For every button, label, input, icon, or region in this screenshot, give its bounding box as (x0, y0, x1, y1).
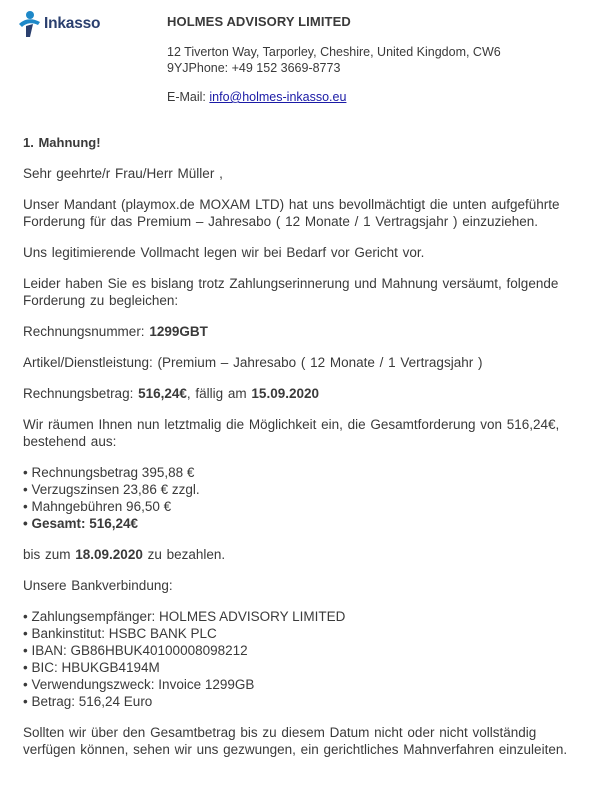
total-value: 516,24€ (89, 516, 139, 531)
company-address (167, 44, 587, 76)
bank-details-list (23, 608, 583, 710)
due-date: 15.09.2020 (251, 386, 319, 401)
list-item: • Verzugszinsen 23,86 € zzgl. (23, 481, 583, 498)
bank-iban: • IBAN: GB86HBUK40100008098212 (23, 642, 583, 659)
until-prefix: bis zum (23, 547, 76, 562)
total-item (23, 515, 583, 532)
until-date: 18.09.2020 (75, 547, 143, 562)
address-line-2: 9YJPhone: +49 152 3669-8773 (167, 61, 341, 75)
power-paragraph: Uns legitimierende Vollmacht legen wir bei Bedarf vor Gericht vor. (23, 245, 425, 260)
intro-paragraph: Unser Mandant (playmox.de MOXAM LTD) hat uns bevollmächtigt die unten aufgeführte Forderung für das Premium – Jahresabo ( 12 Monate / 1 Vertragsjahr ) einzuziehen. (23, 197, 560, 229)
bank-recipient: • Zahlungsempfänger: HOLMES ADVISORY LIMITED (23, 608, 583, 625)
bank-reference: • Verwendungszweck: Invoice 1299GB (23, 676, 583, 693)
last-chance-paragraph: Wir räumen Ihnen nun letztmalig die Möglichkeit ein, die Gesamtforderung von 516,24€, bestehend aus: (23, 417, 560, 449)
list-item: • Mahngebühren 96,50 € (23, 498, 583, 515)
list-item: • Rechnungsbetrag 395,88 € (23, 464, 583, 481)
bank-bic: • BIC: HBUKGB4194M (23, 659, 583, 676)
closing-paragraph: Sollten wir über den Gesamtbetrag bis zu diesem Datum nicht oder nicht vollständig verfügen können, sehen wir uns gezwungen, ein gerichtliches Mahnverfahren einzuleiten. (23, 725, 568, 757)
greeting: Sehr geehrte/r Frau/Herr Müller , (23, 166, 223, 181)
invoice-number-value: 1299GBT (149, 324, 208, 339)
reminder-paragraph: Leider haben Sie es bislang trotz Zahlungserinnerung und Mahnung versäumt, folgende Forderung zu begleichen: (23, 276, 559, 308)
bank-institute: • Bankinstitut: HSBC BANK PLC (23, 625, 583, 642)
due-text: , fällig am (186, 386, 252, 401)
address-line-1: 12 Tiverton Way, Tarporley, Cheshire, United Kingdom, CW6 (167, 45, 501, 59)
logo (16, 8, 126, 40)
amount-value: 516,24€ (138, 386, 187, 401)
amount-line (23, 385, 583, 402)
email-line (167, 90, 587, 104)
letterhead (167, 14, 587, 104)
email-link[interactable]: info@holmes-inkasso.eu (209, 90, 347, 104)
company-name: HOLMES ADVISORY LIMITED (167, 14, 351, 29)
invoice-number-line (23, 323, 583, 340)
email-label: E-Mail: (167, 90, 210, 104)
total-label: Gesamt: (31, 516, 90, 531)
person-logo-icon (16, 10, 42, 38)
amount-label: Rechnungsbetrag: (23, 386, 139, 401)
letter-title: 1. Mahnung! (23, 135, 101, 150)
until-suffix: zu bezahlen. (142, 547, 226, 562)
bank-amount: • Betrag: 516,24 Euro (23, 693, 583, 710)
invoice-number-label: Rechnungsnummer: (23, 324, 150, 339)
logo-text: Inkasso (44, 15, 101, 32)
article-line: Artikel/Dienstleistung: (Premium – Jahresabo ( 12 Monate / 1 Vertragsjahr ) (23, 355, 483, 370)
payment-deadline-line (23, 546, 583, 563)
bank-heading: Unsere Bankverbindung: (23, 578, 173, 593)
letter-body (23, 134, 583, 772)
amount-breakdown-list (23, 464, 583, 532)
